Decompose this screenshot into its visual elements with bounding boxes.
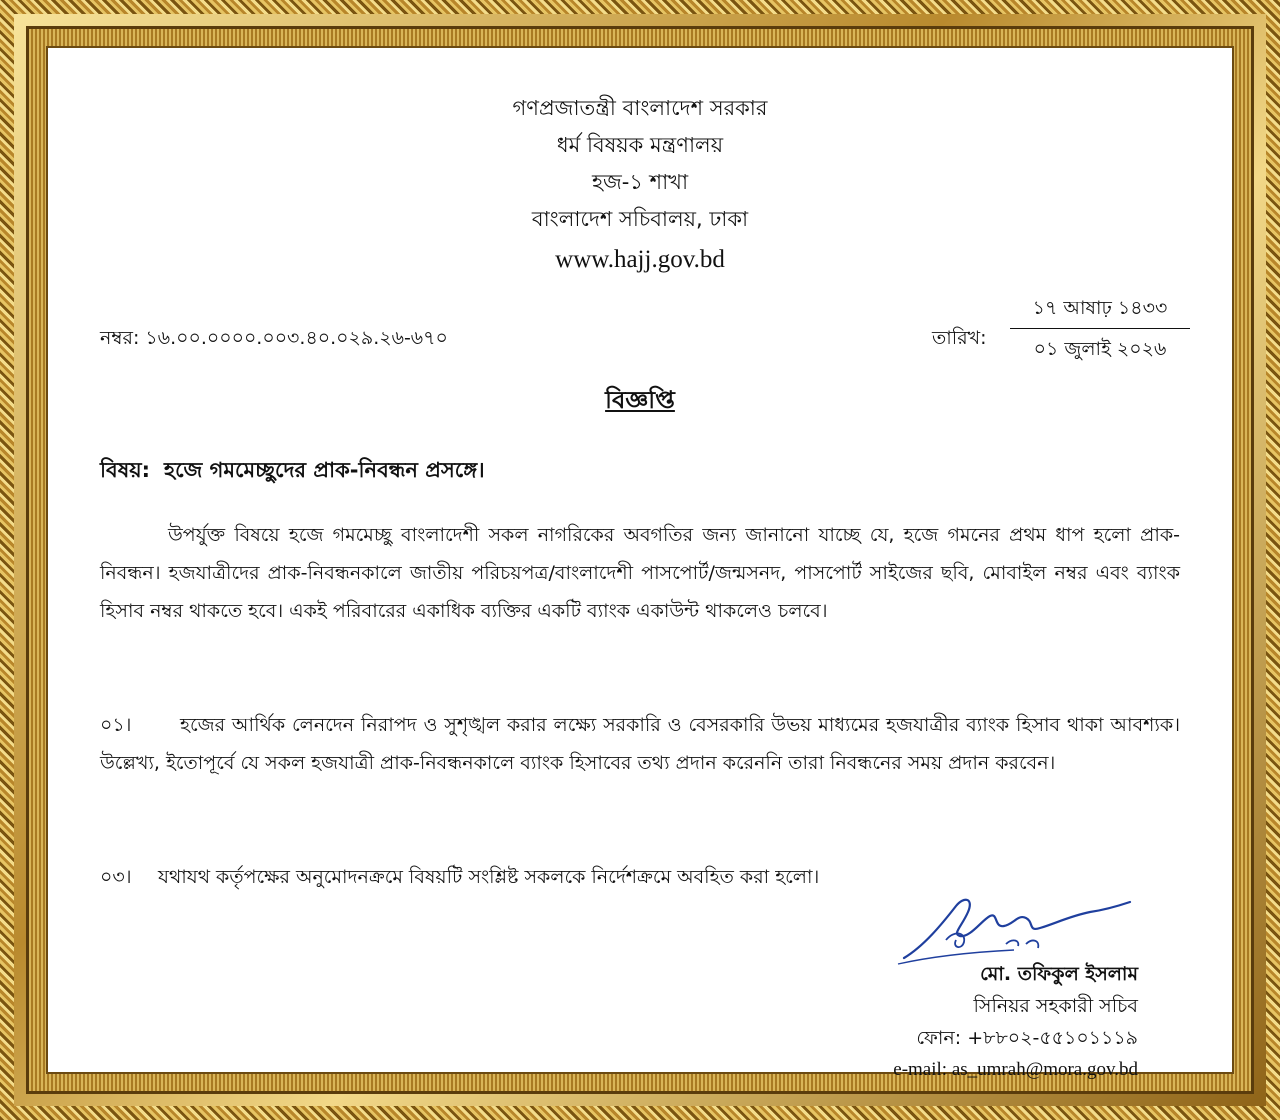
- ministry-name: ধর্ম বিষয়ক মন্ত্রণালয়: [556, 133, 724, 157]
- date-block: [1010, 288, 1190, 369]
- date-gregorian: ০১ জুলাই ২০২৬: [1033, 338, 1167, 360]
- date-bangla: ১৭ আষাঢ় ১৪৩৩: [1010, 288, 1190, 329]
- handwritten-signature: [894, 886, 1134, 968]
- office-address: বাংলাদেশ সচিবালয়, ঢাকা: [531, 207, 749, 231]
- item-number: ০১।: [100, 714, 132, 736]
- date-label: তারিখ:: [932, 327, 987, 349]
- paragraph-item-1: [100, 706, 1180, 782]
- signatory-name: মো. তফিকুল ইসলাম: [980, 963, 1138, 985]
- item-number: ০৩।: [100, 866, 132, 888]
- memo-number: নম্বর: ১৬.০০.০০০০.০০৩.৪০.০২৯.২৬-৬৭০: [100, 327, 448, 349]
- signatory-block: [738, 958, 1138, 1086]
- signatory-phone: ফোন: +৮৮০২-৫৫১০১১১৯: [916, 1027, 1138, 1049]
- signatory-designation: সিনিয়র সহকারী সচিব: [973, 995, 1138, 1017]
- notice-document: [46, 46, 1234, 1080]
- letterhead: [48, 90, 1232, 282]
- subject-line: [100, 454, 485, 489]
- website-url: www.hajj.gov.bd: [555, 246, 725, 273]
- branch-name: হজ-১ শাখা: [591, 170, 689, 194]
- subject-label: বিষয়:: [100, 458, 151, 482]
- subject-text: হজে গমমেচ্ছুদের প্রাক-নিবন্ধন প্রসঙ্গে।: [164, 458, 485, 482]
- intro-paragraph: উপর্যুক্ত বিষয়ে হজে গমমেচ্ছু বাংলাদেশী সকল নাগরিকের অবগতির জন্য জানানো যাচ্ছে যে, হজে গমনের প্রথম ধাপ হলো প্রাক-নিবন্ধন। হজযাত্রীদের প্রাক-নিবন্ধনকালে জাতীয় পরিচয়পত্র/বাংলাদেশী পাসপোর্ট/জন্মসনদ, পাসপোর্ট সাইজের ছবি, মোবাইল নম্বর এবং ব্যাংক হিসাব নম্বর থাকতে হবে। একই পরিবারের একাধিক ব্যক্তির একটি ব্যাংক একাউন্ট থাকলেও চলবে।: [100, 524, 1180, 622]
- government-name: গণপ্রজাতন্ত্রী বাংলাদেশ সরকার: [512, 96, 768, 120]
- item-text: হজের আর্থিক লেনদেন নিরাপদ ও সুশৃঙ্খল করার লক্ষ্যে সরকারি ও বেসরকারি উভয় মাধ্যমের হজযাত্রীর ব্যাংক হিসাব থাকা আবশ্যক। উল্লেখ্য, ইতোপূর্বে যে সকল হজযাত্রী প্রাক-নিবন্ধনকালে ব্যাংক হিসাবের তথ্য প্রদান করেননি তারা নিবন্ধনের সময় প্রদান করবেন।: [100, 714, 1180, 774]
- signatory-email: e-mail: as_umrah@mora.gov.bd: [893, 1059, 1138, 1080]
- item-text: যথাযথ কর্তৃপক্ষের অনুমোদনক্রমে বিষয়টি সংশ্লিষ্ট সকলকে নির্দেশক্রমে অবহিত করা হলো।: [158, 866, 820, 888]
- notice-title: বিজ্ঞপ্তি: [605, 386, 675, 414]
